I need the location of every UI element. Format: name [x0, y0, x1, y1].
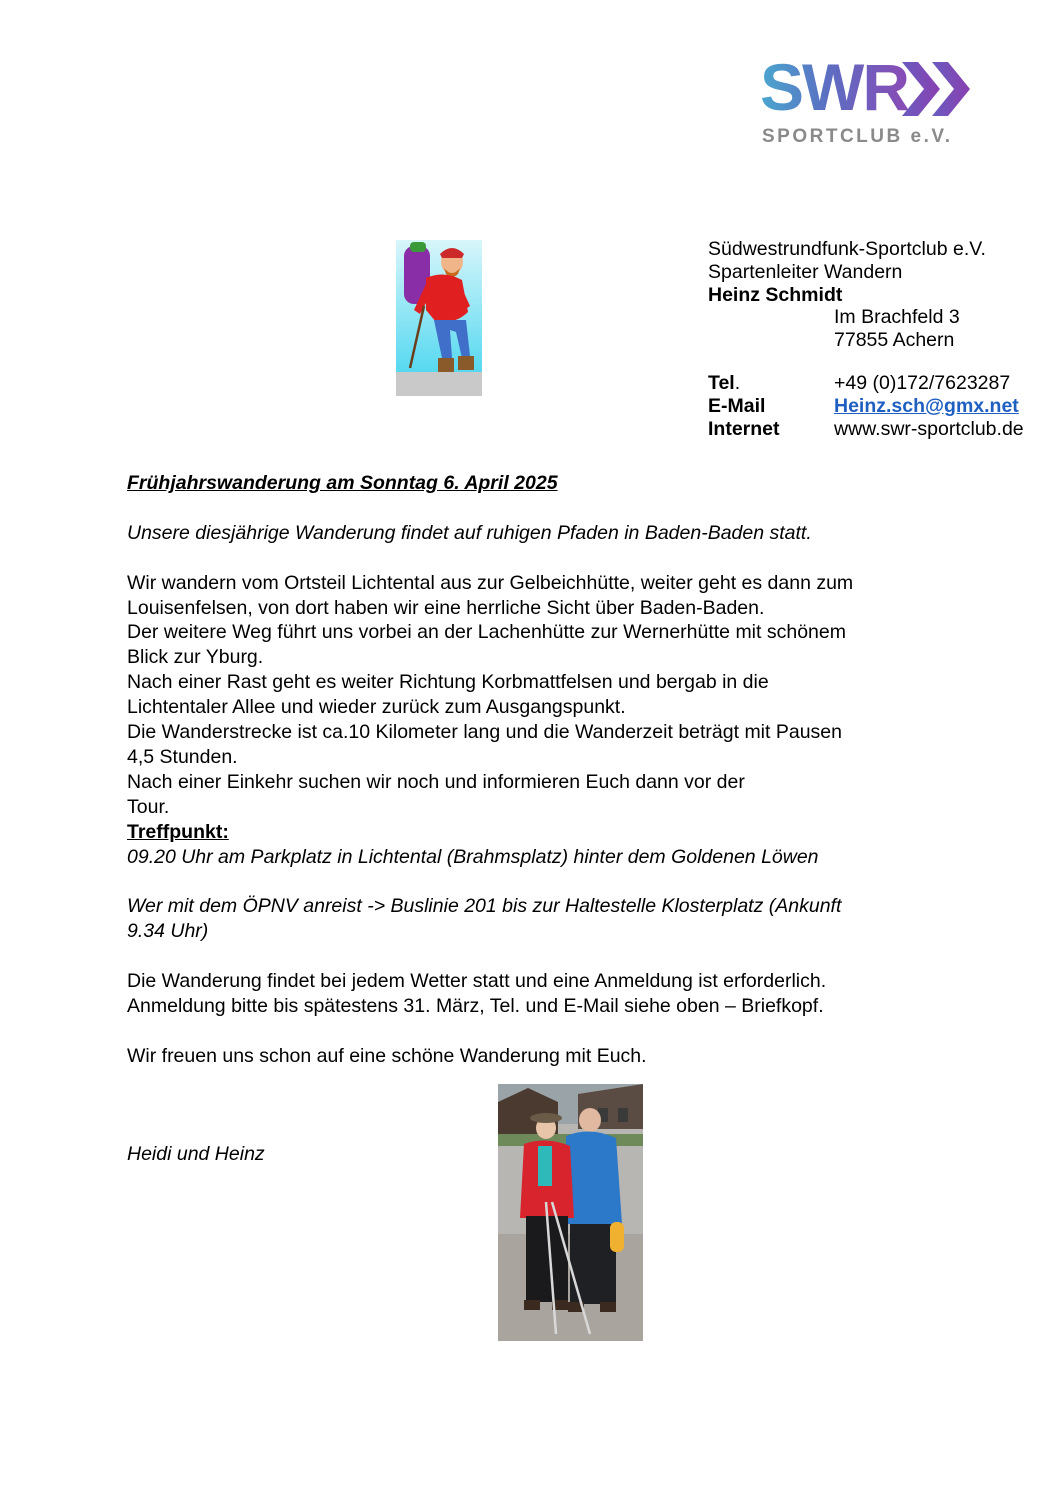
tel-label-dot: . [734, 371, 741, 394]
registration-line: Anmeldung bitte bis spätestens 31. März, Tel. und E-Mail siehe oben – Briefkopf. [127, 994, 824, 1017]
description-line: Nach einer Rast geht es weiter Richtung Korbmattfelsen und bergab in die [127, 671, 769, 694]
description-line: Wir wandern vom Ortsteil Lichtental aus zur Gelbeichhütte, weiter geht es dann zum [127, 571, 854, 594]
logo-subtitle: SPORTCLUB e.V. [762, 126, 953, 147]
swr-sportclub-logo [760, 50, 980, 154]
email-link[interactable]: Heinz.sch@gmx.net [834, 394, 1019, 417]
closing-text: Wir freuen uns schon auf eine schöne Wanderung mit Euch. [127, 1044, 647, 1067]
description-line: Lichtentaler Allee und wieder zurück zum Ausgangspunkt. [127, 696, 626, 719]
letter-body [127, 471, 947, 1069]
tel-value: +49 (0)172/7623287 [834, 371, 1011, 394]
transit-line: Wer mit dem ÖPNV anreist -> Buslinie 201 bis zur Haltestelle Klosterplatz (Ankunft [127, 895, 842, 918]
org-name: Südwestrundfunk-Sportclub e.V. [708, 238, 986, 260]
description-line: Nach einer Einkehr suchen wir noch und informieren Euch dann vor der [127, 770, 745, 793]
meeting-heading: Treffpunkt: [127, 820, 229, 843]
logo-wordmark: SWR [760, 50, 908, 124]
page-title: Frühjahrswanderung am Sonntag 6. April 2025 [127, 472, 558, 494]
hikers-photo [498, 1084, 643, 1341]
chevron-arrows-icon [902, 58, 976, 120]
org-role: Spartenleiter Wandern [708, 260, 903, 283]
contact-name: Heinz Schmidt [708, 283, 843, 306]
transit-line: 9.34 Uhr) [127, 920, 209, 943]
description-line: Tour. [127, 795, 170, 818]
intro-text: Unsere diesjährige Wanderung findet auf ruhigen Pfaden in Baden-Baden statt. [127, 521, 812, 544]
description-line: 4,5 Stunden. [127, 745, 238, 768]
description-line: Blick zur Yburg. [127, 646, 264, 669]
description-line: Der weitere Weg führt uns vorbei an der Lachenhütte zur Wernerhütte mit schönem [127, 621, 846, 644]
meeting-text: 09.20 Uhr am Parkplatz in Lichtental (Brahmsplatz) hinter dem Goldenen Löwen [127, 845, 819, 868]
registration-line: Die Wanderung findet bei jedem Wetter statt und eine Anmeldung ist erforderlich. [127, 970, 827, 993]
city-address: 77855 Achern [834, 329, 955, 352]
tel-label: Tel [708, 371, 735, 394]
signoff: Heidi und Heinz [127, 1143, 265, 1165]
email-label: E-Mail [708, 394, 766, 417]
letterhead [708, 238, 1038, 440]
internet-value: www.swr-sportclub.de [834, 417, 1024, 440]
street-address: Im Brachfeld 3 [834, 306, 960, 329]
description-line: Louisenfelsen, von dort haben wir eine herrliche Sicht über Baden-Baden. [127, 596, 765, 619]
hiker-illustration [396, 240, 482, 396]
description-line: Die Wanderstrecke ist ca.10 Kilometer lang und die Wanderzeit beträgt mit Pausen [127, 721, 842, 744]
internet-label: Internet [708, 417, 780, 440]
